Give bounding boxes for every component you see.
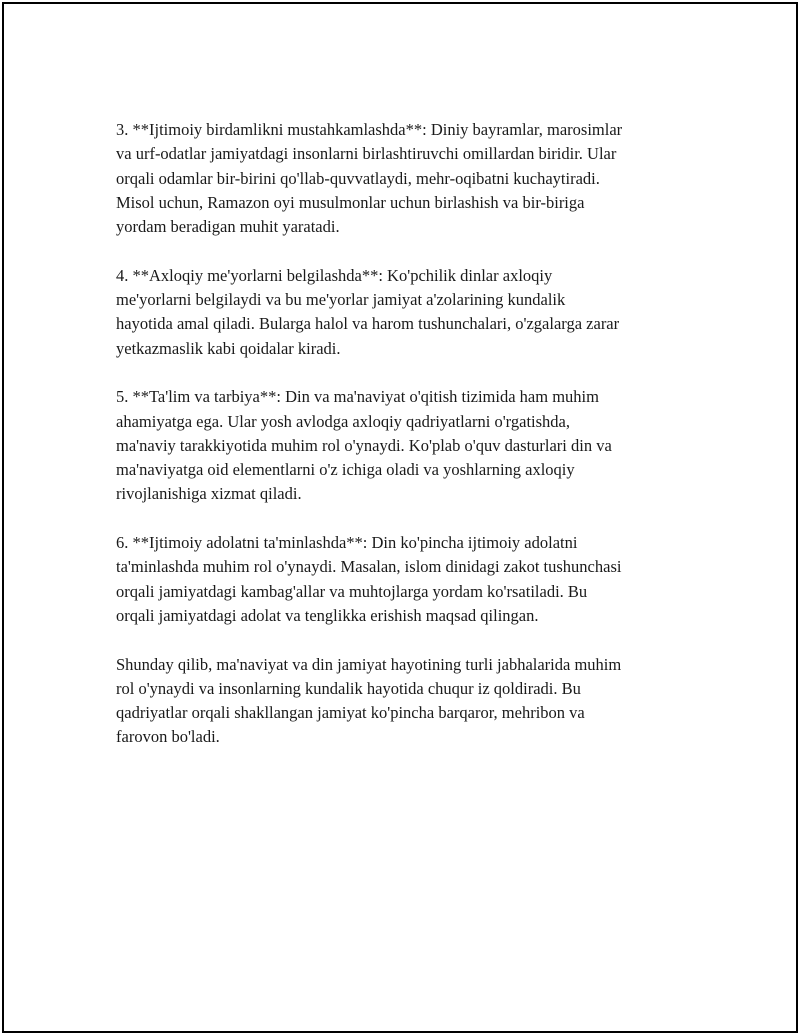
paragraph-conclusion [116, 653, 686, 750]
text-line: yetkazmaslik kabi qoidalar kiradi. [116, 338, 341, 358]
text-line: orqali jamiyatdagi kambag'allar va muhtojlarga yordam ko'rsatiladi. Bu [116, 581, 588, 601]
paragraph-social-solidarity [116, 118, 686, 239]
text-line: rivojlanishiga xizmat qiladi. [116, 484, 302, 504]
text-line: orqali odamlar bir-birini qo'llab-quvvatlaydi, mehr-oqibatni kuchaytiradi. [116, 168, 600, 188]
text-line: Shunday qilib, ma'naviyat va din jamiyat hayotining turli jabhalarida muhim [116, 654, 622, 674]
text-line: 5. **Ta'lim va tarbiya**: Din va ma'naviyat o'qitish tizimida ham muhim [116, 387, 599, 407]
paragraph-moral-norms [116, 264, 686, 361]
text-line: hayotida amal qiladi. Bularga halol va harom tushunchalari, o'zgalarga zarar [116, 314, 620, 334]
text-line: 6. **Ijtimoiy adolatni ta'minlashda**: Din ko'pincha ijtimoiy adolatni [116, 533, 578, 553]
text-line: 3. **Ijtimoiy birdamlikni mustahkamlashda**: Diniy bayramlar, marosimlar [116, 120, 623, 139]
text-line: va urf-odatlar jamiyatdagi insonlarni birlashtiruvchi omillardan biridir. Ular [116, 144, 617, 164]
text-line: farovon bo'ladi. [116, 727, 220, 747]
text-line: me'yorlarni belgilaydi va bu me'yorlar jamiyat a'zolarining kundalik [116, 290, 566, 310]
text-line: ma'naviyatga oid elementlarni o'z ichiga oladi va yoshlarning axloqiy [116, 460, 575, 480]
paragraph-social-justice [116, 531, 686, 628]
paragraph-education [116, 385, 686, 506]
text-line: Misol uchun, Ramazon oyi musulmonlar uchun birlashish va bir-biriga [116, 192, 585, 212]
text-line: rol o'ynaydi va insonlarning kundalik hayotida chuqur iz qoldiradi. Bu [116, 678, 581, 698]
text-line: orqali jamiyatdagi adolat va tenglikka erishish maqsad qilingan. [116, 605, 539, 625]
document-body [116, 118, 686, 774]
text-line: 4. **Axloqiy me'yorlarni belgilashda**: Ko'pchilik dinlar axloqiy [116, 265, 553, 285]
text-line: qadriyatlar orqali shakllangan jamiyat ko'pincha barqaror, mehribon va [116, 703, 585, 723]
text-line: yordam beradigan muhit yaratadi. [116, 217, 340, 237]
text-line: ahamiyatga ega. Ular yosh avlodga axloqiy qadriyatlarni o'rgatishda, [116, 411, 570, 431]
text-line: ta'minlashda muhim rol o'ynaydi. Masalan, islom dinidagi zakot tushunchasi [116, 557, 622, 577]
text-line: ma'naviy tarakkiyotida muhim rol o'ynaydi. Ko'plab o'quv dasturlari din va [116, 435, 612, 455]
